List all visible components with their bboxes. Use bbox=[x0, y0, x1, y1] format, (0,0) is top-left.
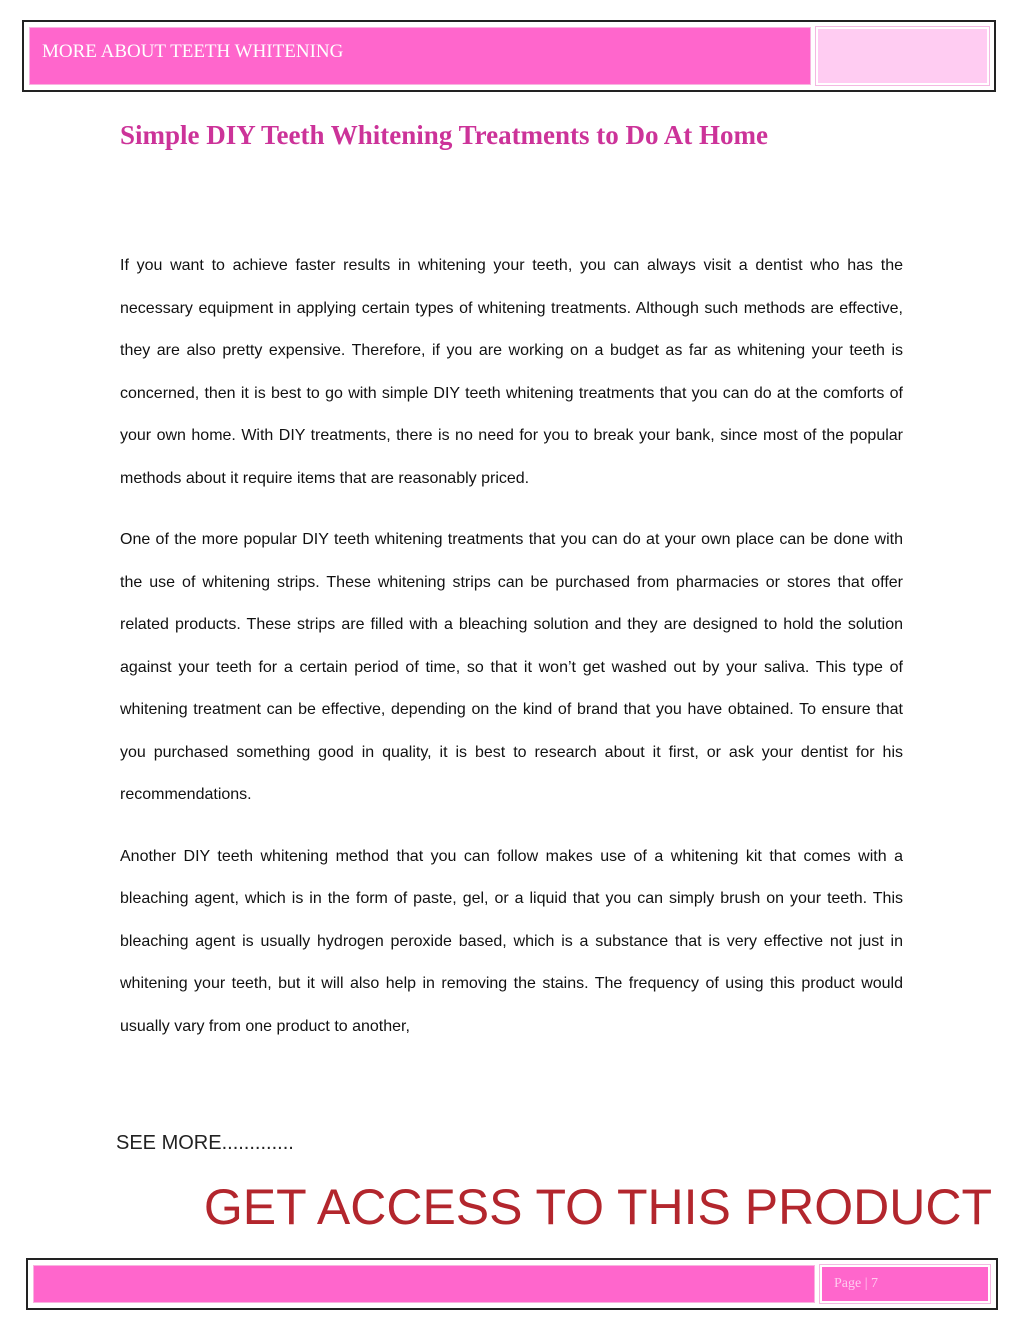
footer-bar bbox=[33, 1265, 815, 1303]
get-access-link[interactable]: GET ACCESS TO THIS PRODUCT bbox=[203, 1179, 992, 1235]
header-label: MORE ABOUT TEETH WHITENING bbox=[42, 41, 344, 62]
paragraph-2: One of the more popular DIY teeth whitening treatments that you can do at your own place can be done with the use of whitening strips. These whitening strips can be purchased from pharmacies or stores that offer related products. These strips are filled with a bleaching solution and they are designed to hold the solution against your teeth for a certain period of time, so that it won’t get washed out by your saliva. This type of whitening treatment can be effective, depending on the kind of brand that you have obtained. To ensure that you purchased something good in quality, it is best to research about it first, or ask your dentist for his recommendations. bbox=[120, 531, 903, 803]
footer-page-box bbox=[820, 1265, 990, 1303]
page-footer bbox=[26, 1258, 998, 1310]
paragraph-3: Another DIY teeth whitening method that you can follow makes use of a whitening kit that comes with a bleaching agent, which is in the form of paste, gel, or a liquid that you can simply brush on your teeth. This bleaching agent is usually hydrogen peroxide based, which is a substance that is very effective not just in whitening your teeth, but it will also help in removing the stains. The frequency of using this product would usually vary from one product to another, bbox=[120, 847, 903, 1035]
see-more-link[interactable]: SEE MORE............. bbox=[116, 1132, 294, 1154]
page-title: Simple DIY Teeth Whitening Treatments to Do At Home bbox=[120, 120, 769, 150]
header-bar bbox=[29, 27, 811, 85]
page-header bbox=[22, 20, 996, 92]
page-number: Page | 7 bbox=[834, 1276, 879, 1291]
header-side-box bbox=[816, 27, 989, 85]
paragraph-1: If you want to achieve faster results in whitening your teeth, you can always visit a dentist who has the necessary equipment in applying certain types of whitening treatments. Although such methods are effective, they are also pretty expensive. Therefore, if you are working on a budget as far as whitening your teeth is concerned, then it is best to go with simple DIY teeth whitening treatments that you can do at the comforts of your own home. With DIY treatments, there is no need for you to break your bank, since most of the popular methods about it require items that are reasonably priced. bbox=[120, 257, 903, 487]
article-body bbox=[120, 245, 903, 1067]
